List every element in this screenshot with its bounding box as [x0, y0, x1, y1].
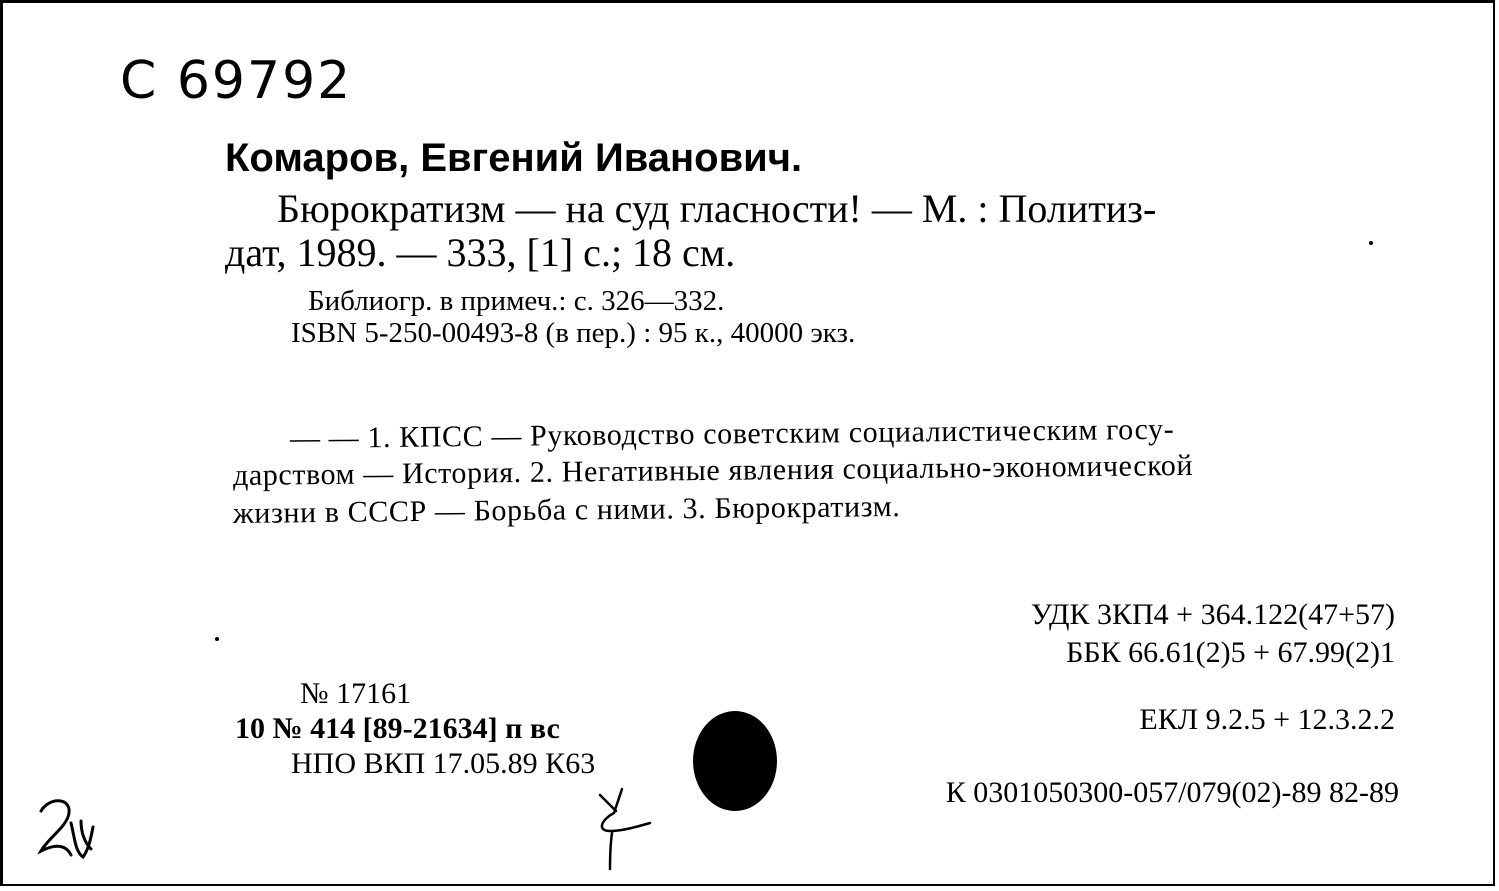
handwritten-mark-icon — [31, 793, 101, 868]
author-heading: Комаров, Евгений Иванович. — [225, 136, 803, 180]
isbn-line: ISBN 5-250-00493-8 (в пер.) : 95 к., 40000 экз. — [291, 317, 856, 349]
subjects-line-1: — — 1. КПСС — Руководство советским социалистическим госу- — [289, 412, 1175, 455]
order-line: 10 № 414 [89-21634] п вс — [235, 712, 560, 745]
bbk-code: ББК 66.61(2)5 + 67.99(2)1 — [1066, 636, 1395, 669]
record-number: № 17161 — [300, 677, 412, 710]
title-line-1: Бюрократизм — на суд гласности! — М. : Политиз- — [277, 186, 1157, 231]
title-line-2: дат, 1989. — 333, [1] с.; 18 см. — [225, 230, 736, 275]
subjects-line-3: жизни в СССР — Борьба с ними. 3. Бюрократизм. — [232, 490, 901, 530]
ekl-code: ЕКЛ 9.2.5 + 12.3.2.2 — [1139, 703, 1395, 736]
k-code: К 0301050300-057/079(02)-89 82-89 — [945, 776, 1399, 809]
subjects-line-2: дарством — История. 2. Негативные явления социально-экономической — [232, 448, 1194, 492]
call-number: С 69792 — [120, 51, 353, 111]
ink-blot — [693, 711, 777, 811]
ink-speck — [1369, 241, 1373, 245]
handwritten-mark-icon — [588, 783, 658, 873]
udk-code: УДК 3КП4 + 364.122(47+57) — [1030, 598, 1395, 631]
ink-speck — [215, 637, 219, 641]
bibliography-note: Библиогр. в примеч.: с. 326—332. — [308, 285, 725, 317]
printer-line: НПО ВКП 17.05.89 К63 — [291, 747, 596, 780]
